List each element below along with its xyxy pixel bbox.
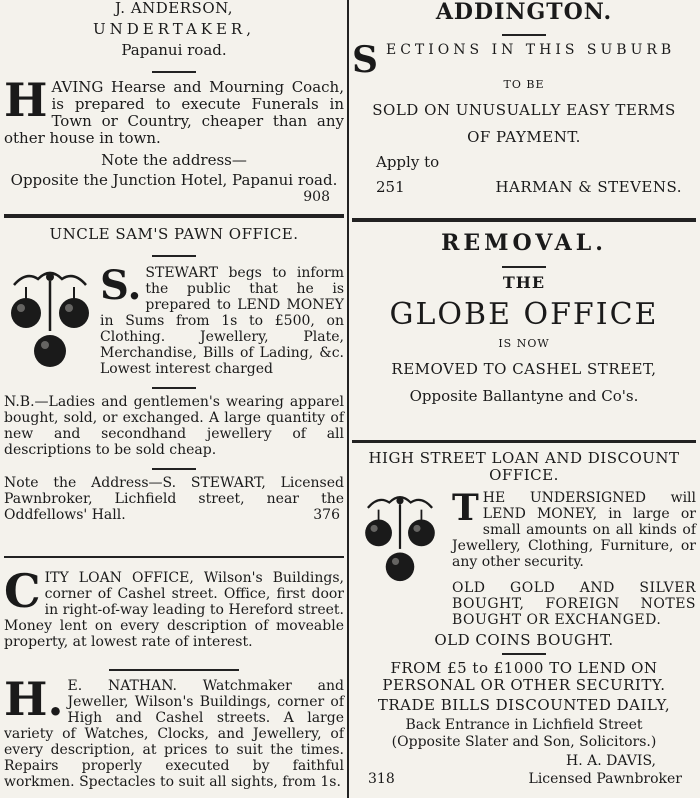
- nathan-body: E. NATHAN. Watchmaker and Jeweller, Wilson's Buildings, corner of High and Cashel streets. A large variety of Watches, Clocks, and Jewellery, of every description, at prices to suit the times. Repairs properly executed by faithful workmen. Spectacles to suit all sights, from 1s.: [4, 678, 344, 790]
- left-column: [4, 0, 344, 798]
- anderson-note: Note the address—: [101, 151, 247, 169]
- anderson-drop-cap: H: [4, 73, 48, 127]
- cityloan-ad: [4, 564, 344, 650]
- removal-ad: [352, 230, 696, 405]
- thick-rule: [352, 218, 696, 222]
- addington-agent: HARMAN & STEVENS.: [495, 178, 682, 196]
- highstreet-number: 318: [368, 771, 395, 787]
- removal-removed: REMOVED TO CASHEL STREET,: [391, 360, 657, 378]
- divider: [502, 34, 546, 36]
- addington-line2: TO BE: [503, 78, 545, 91]
- highstreet-title: HIGH STREET LOAN AND DISCOUNT OFFICE.: [368, 449, 680, 484]
- addington-line1: [352, 39, 696, 81]
- highstreet-proprietor: H. A. DAVIS,: [566, 753, 656, 769]
- highstreet-text: [352, 487, 696, 580]
- pawn-number: 376: [313, 507, 340, 523]
- divider: [152, 255, 196, 257]
- thick-rule: [352, 440, 696, 443]
- anderson-body: AVING Hearse and Mourning Coach, is prepared to execute Funerals in Town or Country, cheaper than any other house in town.: [4, 78, 344, 147]
- pawnbroker-balls-icon: [352, 490, 448, 590]
- nathan-drop-cap: H.: [4, 672, 64, 726]
- highstreet-lend: FROM £5 to £1000 TO LEND ON PERSONAL OR OTHER SECURITY.: [382, 659, 666, 694]
- pawn-nb: N.B.—Ladies and gentlemen's wearing apparel bought, sold, or exchanged. A large quantity of new and secondhand jewellery of all descriptions to be sold cheap.: [4, 394, 344, 458]
- anderson-location: Papanui road.: [121, 41, 227, 59]
- highstreet-coins: OLD COINS BOUGHT.: [434, 631, 614, 649]
- addington-apply: Apply to: [376, 153, 440, 171]
- thick-rule: [4, 214, 344, 218]
- divider: [152, 387, 196, 389]
- anderson-address: Opposite the Junction Hotel, Papanui road.: [10, 171, 338, 189]
- anderson-text: [4, 73, 344, 147]
- anderson-name: J. ANDERSON,: [114, 0, 234, 17]
- highstreet-footer: [352, 771, 696, 787]
- addington-line4: OF PAYMENT.: [467, 128, 581, 146]
- anderson-ad: [4, 0, 344, 205]
- pawn-text: [4, 262, 344, 377]
- addington-line1-text: ECTIONS IN THIS SUBURB: [386, 42, 676, 58]
- section-rule: [4, 556, 344, 558]
- cityloan-drop-cap: C: [4, 564, 41, 618]
- highstreet-opposite: (Opposite Slater and Son, Solicitors.): [391, 734, 657, 750]
- pawn-note: Note the Address—S. STEWART, Licensed Pawnbroker, Lichfield street, near the Oddfellows' Hall.: [4, 475, 344, 523]
- nathan-text: [4, 672, 344, 790]
- pawn-drop-cap: S.: [100, 262, 142, 309]
- highstreet-body: HE UNDERSIGNED will LEND MONEY, in large or small amounts on all kinds of Jewellery, Clothing, Furniture, or any other security.: [452, 490, 696, 570]
- divider: [152, 71, 196, 73]
- addington-footer: [352, 179, 696, 196]
- nathan-ad: [4, 672, 344, 790]
- highstreet-trade: TRADE BILLS DISCOUNTED DAILY,: [377, 696, 671, 714]
- removal-opposite: Opposite Ballantyne and Co's.: [409, 387, 639, 405]
- pawn-title: UNCLE SAM'S PAWN OFFICE.: [49, 225, 299, 243]
- highstreet-drop-cap: T: [452, 487, 479, 529]
- divider: [502, 266, 546, 268]
- anderson-trade: UNDERTAKER,: [92, 20, 255, 38]
- anderson-number: 908: [303, 189, 330, 205]
- right-column: [352, 0, 696, 798]
- highstreet-licence: Licensed Pawnbroker: [528, 771, 682, 787]
- addington-line3: SOLD ON UNUSUALLY EASY TERMS: [372, 101, 676, 119]
- addington-title: ADDINGTON.: [435, 0, 613, 25]
- divider: [502, 653, 546, 655]
- highstreet-ad: [352, 450, 696, 787]
- highstreet-gold: OLD GOLD AND SILVER BOUGHT, FOREIGN NOTES BOUGHT OR EXCHANGED.: [452, 580, 696, 628]
- divider: [109, 669, 239, 671]
- highstreet-back: Back Entrance in Lichfield Street: [405, 717, 643, 733]
- removal-the: THE: [502, 273, 546, 292]
- pawnbroker-balls-icon: [4, 265, 96, 377]
- cityloan-body: ITY LOAN OFFICE, Wilson's Buildings, corner of Cashel street. Office, first door in right-of-way leading to Hereford street. Money lent on every description of moveable property, at lowest rate of interest.: [4, 570, 344, 650]
- pawn-ad: [4, 226, 344, 523]
- divider: [152, 468, 196, 470]
- removal-isnow: IS NOW: [498, 337, 550, 350]
- pawn-body: STEWART begs to inform the public that he is prepared to LEND MONEY in Sums from 1s to £500, on Clothing. Jewellery, Plate, Merchandise, Bills of Lading, &c. Lowest interest charged: [100, 265, 344, 377]
- addington-drop-cap: S: [352, 39, 382, 81]
- removal-title: REMOVAL.: [441, 230, 607, 256]
- addington-ad: [352, 0, 696, 196]
- column-rule: [347, 0, 349, 798]
- removal-globe: GLOBE OFFICE: [389, 297, 659, 332]
- addington-number: 251: [376, 178, 405, 196]
- cityloan-text: [4, 564, 344, 650]
